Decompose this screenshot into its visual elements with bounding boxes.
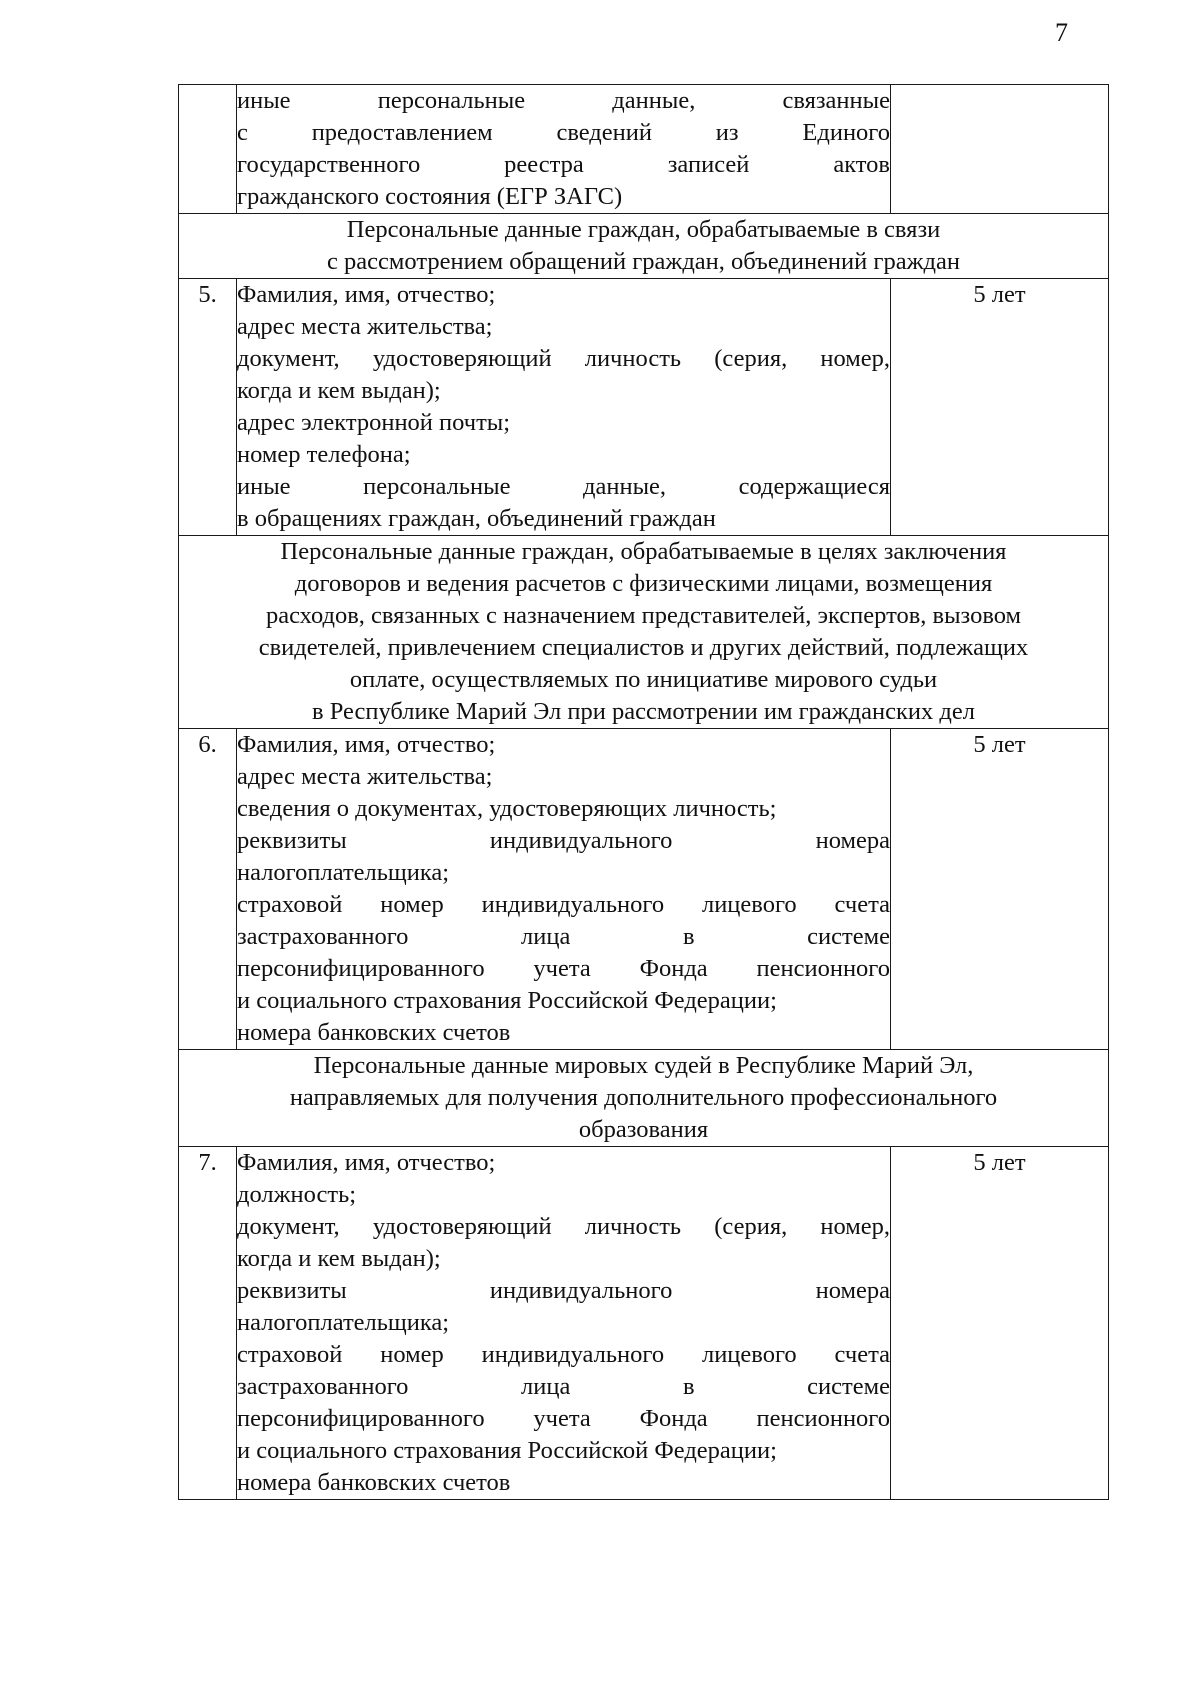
- row-number: 6.: [179, 729, 237, 1050]
- data-line: налогоплательщика;: [237, 859, 450, 886]
- section-header-line: Персональные данные мировых судей в Республике Марий Эл,: [313, 1052, 974, 1079]
- data-line: должность;: [237, 1181, 357, 1208]
- data-line: персонифицированного учета Фонда пенсионного: [237, 1405, 890, 1432]
- data-cell: [237, 729, 891, 1050]
- data-line: застрахованного лица в системе: [237, 1373, 890, 1400]
- data-line: когда и кем выдан);: [237, 1245, 441, 1272]
- data-line: застрахованного лица в системе: [237, 923, 890, 950]
- term-cell: [891, 85, 1109, 214]
- data-line: адрес электронной почты;: [237, 409, 511, 436]
- data-line: номер телефона;: [237, 441, 411, 468]
- table-row-6: [179, 729, 1109, 1050]
- row-number-cell: [179, 85, 237, 214]
- data-line: гражданского состояния (ЕГР ЗАГС): [237, 183, 623, 210]
- section-header-line: Персональные данные граждан, обрабатываемые в целях заключения: [280, 538, 1007, 565]
- section-header-line: образования: [578, 1116, 709, 1143]
- data-line: налогоплательщика;: [237, 1309, 450, 1336]
- data-line: персонифицированного учета Фонда пенсионного: [237, 955, 890, 982]
- data-line: номера банковских счетов: [237, 1019, 511, 1046]
- data-line: адрес места жительства;: [237, 763, 493, 790]
- data-line: и социального страхования Российской Федерации;: [237, 987, 777, 1014]
- data-line: иные персональные данные, связанные: [237, 87, 890, 114]
- data-line: документ, удостоверяющий личность (серия, номер,: [237, 345, 890, 372]
- data-line: сведения о документах, удостоверяющих личность;: [237, 795, 777, 822]
- data-line: Фамилия, имя, отчество;: [237, 1149, 496, 1176]
- section-header-line: с рассмотрением обращений граждан, объединений граждан: [327, 248, 960, 275]
- section-header-line: оплате, осуществляемых по инициативе мирового судьи: [349, 666, 938, 693]
- section-header-line: договоров и ведения расчетов с физическими лицами, возмещения: [294, 570, 993, 597]
- data-line: документ, удостоверяющий личность (серия, номер,: [237, 1213, 890, 1240]
- data-line: когда и кем выдан);: [237, 377, 441, 404]
- data-line: государственного реестра записей актов: [237, 151, 890, 178]
- section-header-line: в Республике Марий Эл при рассмотрении им гражданских дел: [312, 698, 975, 725]
- data-line: реквизиты индивидуального номера: [237, 1277, 890, 1304]
- data-line: страховой номер индивидуального лицевого счета: [237, 891, 890, 918]
- section-header-line: свидетелей, привлечением специалистов и других действий, подлежащих: [258, 634, 1029, 661]
- row-number: 5.: [179, 279, 237, 536]
- data-line: иные персональные данные, содержащиеся: [237, 473, 890, 500]
- section-header-line: направляемых для получения дополнительного профессионального: [289, 1084, 998, 1111]
- table-row-continuation: [179, 85, 1109, 214]
- data-line: Фамилия, имя, отчество;: [237, 731, 496, 758]
- data-line: реквизиты индивидуального номера: [237, 827, 890, 854]
- section-header-row: [179, 536, 1109, 729]
- data-line: Фамилия, имя, отчество;: [237, 281, 496, 308]
- section-header-judges-education: [179, 1050, 1109, 1147]
- data-line: в обращениях граждан, объединений граждан: [237, 505, 716, 532]
- data-line: с предоставлением сведений из Единого: [237, 119, 890, 146]
- section-header-contracts: [179, 536, 1109, 729]
- data-cell: [237, 1147, 891, 1500]
- data-line: страховой номер индивидуального лицевого счета: [237, 1341, 890, 1368]
- retention-term: 5 лет: [891, 1147, 1109, 1500]
- data-cell: [237, 279, 891, 536]
- data-line: номера банковских счетов: [237, 1469, 511, 1496]
- section-header-line: расходов, связанных с назначением представителей, экспертов, вызовом: [265, 602, 1022, 629]
- row-number: 7.: [179, 1147, 237, 1500]
- table-row-7: [179, 1147, 1109, 1500]
- retention-term: 5 лет: [891, 729, 1109, 1050]
- section-header-line: Персональные данные граждан, обрабатываемые в связи: [346, 216, 941, 243]
- data-line: и социального страхования Российской Федерации;: [237, 1437, 777, 1464]
- retention-term: 5 лет: [891, 279, 1109, 536]
- personal-data-table: [178, 84, 1109, 1500]
- section-header-appeals: [179, 214, 1109, 279]
- section-header-row: [179, 214, 1109, 279]
- table-row-5: [179, 279, 1109, 536]
- data-line: адрес места жительства;: [237, 313, 493, 340]
- section-header-row: [179, 1050, 1109, 1147]
- data-cell: [237, 85, 891, 214]
- page-number: 7: [1055, 18, 1068, 47]
